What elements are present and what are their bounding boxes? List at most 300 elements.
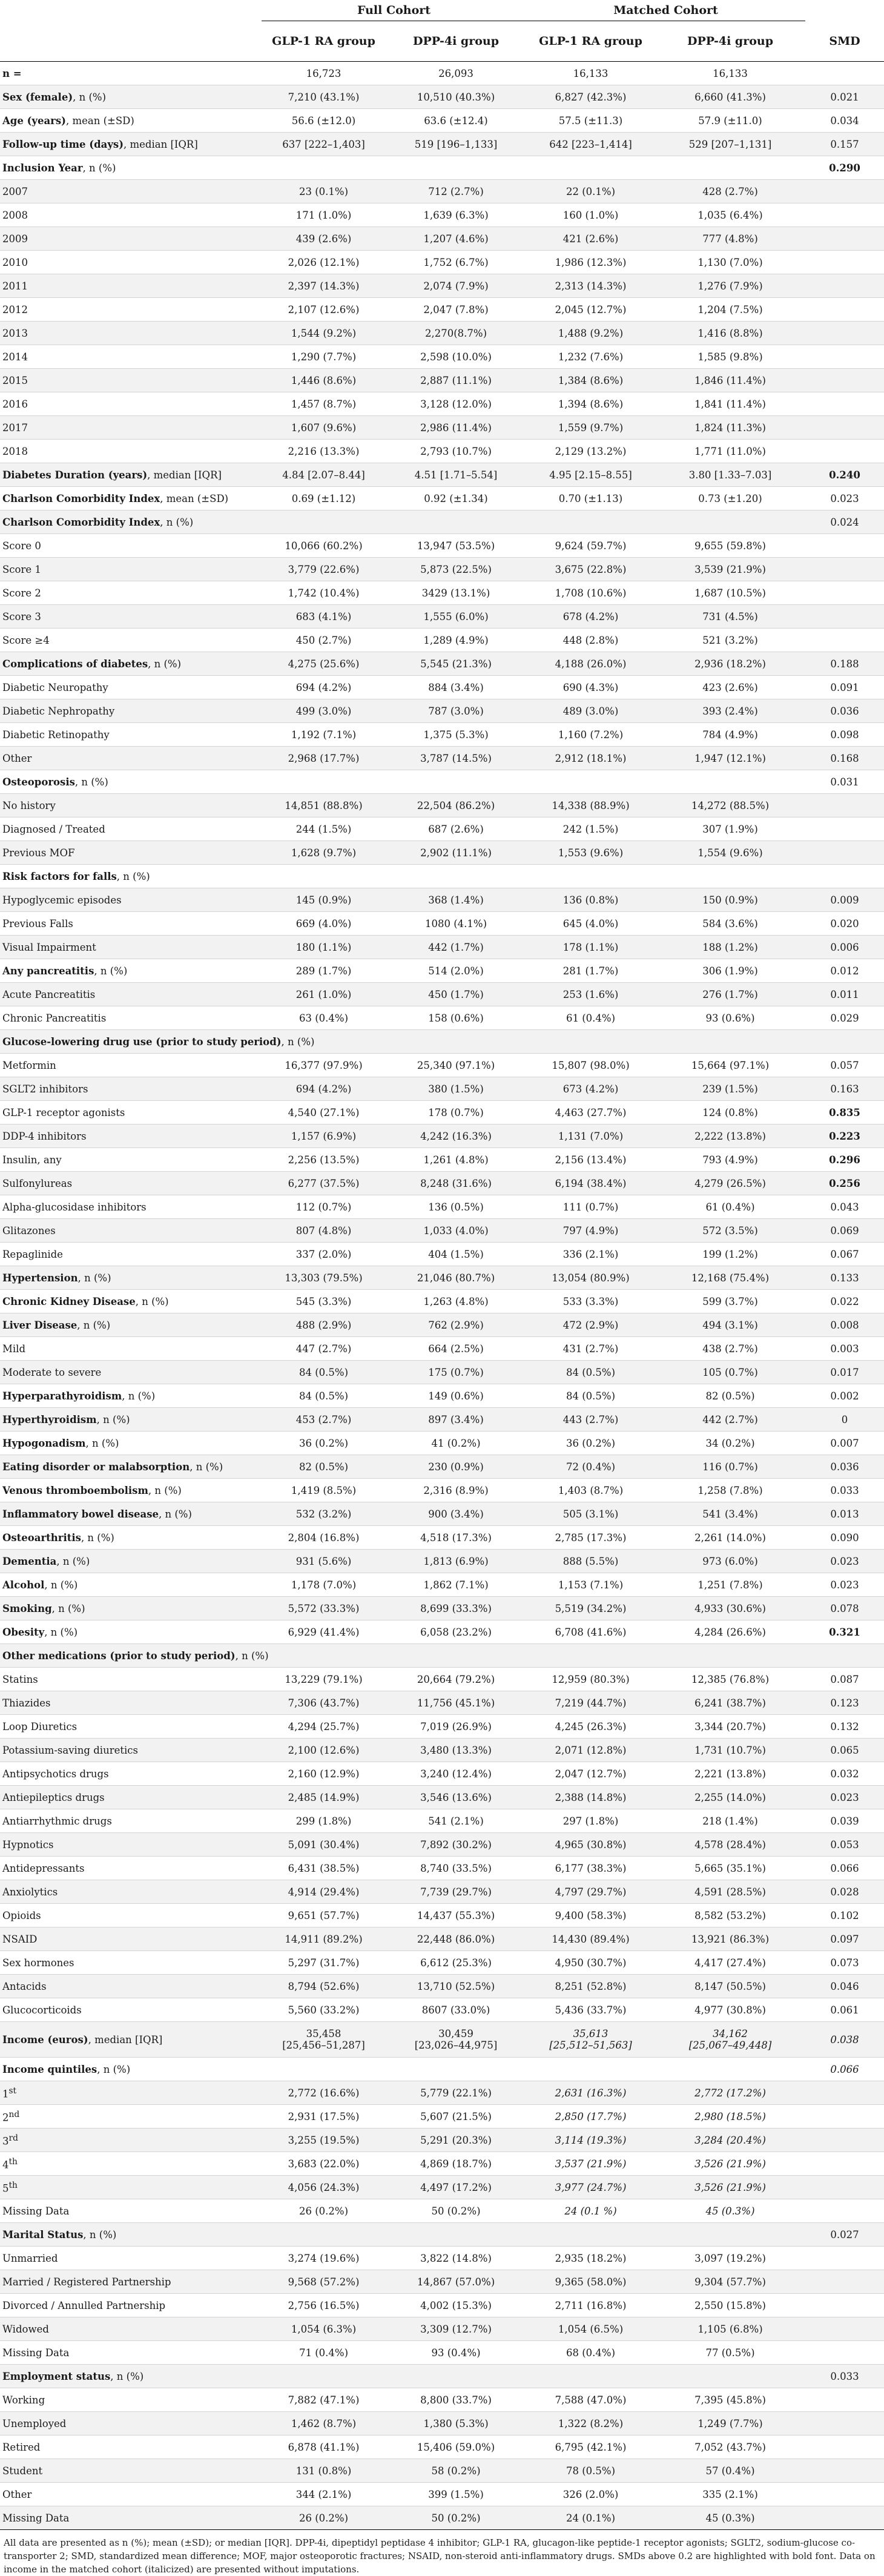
row-label-text: SGLT2 inhibitors [2, 1083, 88, 1095]
table-row [0, 1172, 884, 1195]
row-label [0, 487, 262, 510]
full-glp1-value-text: 112 (0.7%) [295, 1201, 352, 1213]
row-label-text: n = [2, 67, 22, 79]
full-dpp4-value [386, 251, 526, 274]
full-dpp4-value [386, 1620, 526, 1644]
table-row [0, 2412, 884, 2436]
row-label [0, 298, 262, 322]
matched-glp1-value [526, 1975, 655, 1998]
full-glp1-value-text: 2,968 (17.7%) [288, 752, 360, 764]
smd-value [805, 2223, 884, 2247]
matched-dpp4-value [655, 1502, 805, 1526]
row-label-text: Mild [2, 1342, 26, 1355]
row-label-text: Retired [2, 2441, 41, 2453]
matched-dpp4-value [655, 274, 805, 298]
matched-dpp4-value-text: 4,284 (26.6%) [694, 1626, 766, 1638]
row-label [0, 2247, 262, 2270]
full-glp1-value-text: 10,066 (60.2%) [285, 540, 363, 552]
full-glp1-value-text: 5,091 (30.4%) [288, 1838, 360, 1851]
full-glp1-value-text: 82 (0.5%) [299, 1461, 349, 1473]
matched-glp1-value-text: 160 (1.0%) [562, 209, 619, 221]
row-label [0, 770, 262, 794]
matched-dpp4-value-text: 9,304 (57.7%) [694, 2276, 766, 2288]
table-body [0, 62, 884, 2530]
full-glp1-value [262, 629, 386, 652]
matched-glp1-value-text: 1,559 (9.7%) [558, 421, 624, 434]
matched-glp1-value-text: 2,045 (12.7%) [555, 303, 627, 315]
row-label-text: Acute Pancreatitis [2, 988, 96, 1000]
matched-dpp4-value-text: 2,936 (18.2%) [694, 658, 766, 670]
full-glp1-value [262, 1502, 386, 1526]
table-row [0, 676, 884, 699]
matched-dpp4-value-text: 1,258 (7.8%) [698, 1484, 763, 1496]
row-label [0, 1195, 262, 1219]
full-dpp4-value-text: 5,291 (20.3%) [420, 2134, 492, 2146]
smd-value-text: 0.038 [830, 2033, 859, 2046]
full-dpp4-value [386, 298, 526, 322]
smd-value [805, 1762, 884, 1786]
smd-value [805, 1857, 884, 1880]
smd-value [805, 1266, 884, 1290]
matched-dpp4-value-text: 731 (4.5%) [702, 610, 758, 623]
table-row [0, 2058, 884, 2081]
smd-value [805, 912, 884, 936]
smd-value [805, 180, 884, 203]
full-dpp4-value-text: 3429 (13.1%) [421, 587, 490, 599]
matched-glp1-value-text: 3,675 (22.8%) [555, 563, 627, 575]
matched-dpp4-value-text: 16,133 [713, 67, 748, 79]
matched-glp1-value [526, 1172, 655, 1195]
row-label-text: 2013 [2, 327, 28, 339]
matched-dpp4-value-text: 4,578 (28.4%) [694, 1838, 766, 1851]
matched-dpp4-value-text: 218 (1.4%) [702, 1815, 758, 1827]
matched-dpp4-value-text: 7,052 (43.7%) [694, 2441, 766, 2453]
full-glp1-value-text: 1,742 (10.4%) [288, 587, 360, 599]
matched-glp1-value [526, 2412, 655, 2436]
row-label-text: GLP-1 receptor agonists [2, 1106, 125, 1118]
full-dpp4-value-text: 4,242 (16.3%) [420, 1130, 492, 1142]
full-glp1-value-text: 2,772 (16.6%) [288, 2087, 360, 2099]
matched-dpp4-value [655, 841, 805, 865]
full-glp1-value-text: 3,779 (22.6%) [288, 563, 360, 575]
matched-glp1-value [526, 2022, 655, 2058]
matched-dpp4-value [655, 1361, 805, 1384]
full-dpp4-value [386, 2341, 526, 2365]
full-glp1-value-text: 244 (1.5%) [295, 823, 352, 835]
full-glp1-value [262, 2081, 386, 2105]
smd-value-text: 0.102 [830, 1909, 859, 1921]
row-label-text: Osteoporosis [2, 776, 75, 788]
full-glp1-value [262, 1998, 386, 2022]
matched-dpp4-value [655, 1219, 805, 1243]
matched-dpp4-value [655, 2022, 805, 2058]
full-glp1-value-text: 3,274 (19.6%) [288, 2252, 360, 2264]
matched-glp1-value [526, 558, 655, 581]
smd-value [805, 440, 884, 463]
matched-glp1-value-text: 336 (2.1%) [562, 1248, 619, 1260]
matched-glp1-value [526, 2506, 655, 2530]
full-glp1-value [262, 392, 386, 416]
matched-glp1-value-text: 1,708 (10.6%) [555, 587, 627, 599]
row-label-text: Score ≥4 [2, 634, 50, 646]
matched-glp1-value [526, 1809, 655, 1833]
table-row [0, 1125, 884, 1148]
row-label [0, 109, 262, 133]
table-row [0, 2022, 884, 2058]
row-label [0, 1006, 262, 1030]
row-label-unit: , n (%) [160, 516, 194, 528]
matched-dpp4-value-text: 3.80 [1.33–7.03] [688, 469, 772, 481]
full-dpp4-value-text: 4,497 (17.2%) [420, 2181, 492, 2193]
full-glp1-value [262, 416, 386, 440]
full-dpp4-value-text: 1,033 (4.0%) [423, 1224, 489, 1237]
table-row [0, 1786, 884, 1809]
matched-glp1-value [526, 1550, 655, 1573]
row-label-text: Moderate to severe [2, 1366, 102, 1378]
full-dpp4-value [386, 2199, 526, 2223]
row-label-text: DDP-4 inhibitors [2, 1130, 87, 1142]
row-label [0, 1998, 262, 2022]
smd-value-text: 0.091 [830, 681, 859, 693]
full-dpp4-value-text: 8,248 (31.6%) [420, 1177, 492, 1189]
header-matched-cohort: Matched Cohort [526, 0, 805, 21]
row-label-text: 2017 [2, 421, 28, 434]
table-row [0, 534, 884, 558]
full-dpp4-value [386, 1502, 526, 1526]
table-row [0, 1739, 884, 1762]
full-dpp4-value-text: 450 (1.7%) [428, 988, 484, 1000]
row-label-text: Venous thromboembolism [2, 1484, 148, 1496]
smd-value-text: 0.240 [829, 469, 860, 481]
matched-glp1-value [526, 1857, 655, 1880]
row-label-text: No history [2, 799, 56, 811]
matched-glp1-value-text: 178 (1.1%) [562, 941, 619, 953]
matched-dpp4-value-text: 572 (3.5%) [702, 1224, 758, 1237]
full-dpp4-value-text: 8607 (33.0%) [421, 2004, 490, 2016]
full-glp1-value-text: 56.6 (±12.0) [291, 114, 356, 127]
matched-glp1-value [526, 440, 655, 463]
full-dpp4-value-text: 3,822 (14.8%) [420, 2252, 492, 2264]
row-label [0, 2412, 262, 2436]
row-label [0, 510, 262, 534]
smd-value [805, 841, 884, 865]
full-glp1-value [262, 463, 386, 487]
row-label-unit: , median [IQR] [124, 138, 198, 150]
table-row [0, 1762, 884, 1786]
matched-glp1-value [526, 1526, 655, 1550]
full-glp1-value [262, 1101, 386, 1125]
row-label [0, 227, 262, 251]
matched-dpp4-value [655, 1998, 805, 2022]
table-row [0, 109, 884, 133]
matched-glp1-value [526, 1432, 655, 1455]
matched-dpp4-value-text: 34 (0.2%) [705, 1437, 755, 1449]
full-dpp4-value-text: 7,739 (29.7%) [420, 1886, 492, 1898]
table-row [0, 1290, 884, 1313]
matched-dpp4-value [655, 510, 805, 534]
smd-value [805, 1172, 884, 1195]
matched-glp1-value-text: 4,797 (29.7%) [555, 1886, 627, 1898]
smd-value [805, 369, 884, 392]
matched-glp1-value-text: 24 (0.1 %) [564, 2205, 617, 2217]
matched-dpp4-value [655, 298, 805, 322]
row-label [0, 723, 262, 747]
table-row [0, 2176, 884, 2199]
full-dpp4-value-text: 230 (0.9%) [428, 1461, 484, 1473]
full-dpp4-value [386, 1715, 526, 1739]
row-label-text: Missing Data [2, 2205, 70, 2217]
table-row [0, 2081, 884, 2105]
full-glp1-value-text: 2,160 (12.9%) [288, 1768, 360, 1780]
row-label-text: Student [2, 2465, 43, 2477]
full-glp1-value-text: 9,568 (57.2%) [288, 2276, 360, 2288]
table-row [0, 1432, 884, 1455]
full-glp1-value-text: 2,256 (13.5%) [288, 1154, 360, 1166]
matched-glp1-value-text: 14,338 (88.9%) [552, 799, 630, 811]
matched-dpp4-value-text: 239 (1.5%) [702, 1083, 758, 1095]
matched-glp1-value [526, 1101, 655, 1125]
matched-dpp4-value [655, 2365, 805, 2388]
matched-dpp4-value-text: 306 (1.9%) [702, 965, 758, 977]
table-row [0, 298, 884, 322]
matched-dpp4-value [655, 1526, 805, 1550]
row-label-unit: , n (%) [56, 1555, 90, 1567]
full-dpp4-value-text: 5,779 (22.1%) [420, 2087, 492, 2099]
matched-dpp4-value [655, 1880, 805, 1904]
smd-value-text: 0.296 [829, 1154, 860, 1166]
matched-dpp4-value-text: 8,147 (50.5%) [694, 1980, 766, 1992]
matched-dpp4-value [655, 2459, 805, 2483]
row-label-text: Follow-up time (days) [2, 138, 124, 150]
full-glp1-value [262, 652, 386, 676]
full-dpp4-value [386, 983, 526, 1006]
matched-glp1-value-text: 4,245 (26.3%) [555, 1720, 627, 1732]
matched-dpp4-value-text: 423 (2.6%) [702, 681, 758, 693]
row-label-unit: , n (%) [110, 2370, 144, 2382]
matched-dpp4-value [655, 1266, 805, 1290]
smd-value-text: 0.021 [830, 91, 859, 103]
row-label [0, 203, 262, 227]
matched-glp1-value-text: 2,631 (16.3%) [555, 2087, 627, 2099]
full-glp1-value-text: 14,911 (89.2%) [285, 1933, 363, 1945]
row-label-unit: , n (%) [51, 1602, 85, 1614]
matched-glp1-value-text: 84 (0.5%) [566, 1390, 616, 1402]
matched-glp1-value [526, 652, 655, 676]
full-dpp4-value-text: 0.92 (±1.34) [424, 492, 488, 504]
smd-value-text: 0.163 [830, 1083, 859, 1095]
full-dpp4-value [386, 392, 526, 416]
smd-value [805, 1195, 884, 1219]
full-glp1-value-text: 1,157 (6.9%) [291, 1130, 357, 1142]
row-label-text: Hypnotics [2, 1838, 54, 1851]
matched-glp1-value [526, 676, 655, 699]
full-glp1-value [262, 2317, 386, 2341]
smd-value [805, 1786, 884, 1809]
smd-value-text: 0.057 [830, 1059, 859, 1071]
matched-glp1-value [526, 1880, 655, 1904]
matched-dpp4-value-text: 12,168 (75.4%) [691, 1272, 770, 1284]
matched-glp1-value [526, 2294, 655, 2317]
row-label-text: 2018 [2, 445, 28, 457]
smd-value-text: 0.003 [830, 1342, 859, 1355]
smd-value [805, 605, 884, 629]
full-dpp4-value-text: 900 (3.4%) [428, 1508, 484, 1520]
full-glp1-value [262, 676, 386, 699]
matched-dpp4-value-text: 3,284 (20.4%) [694, 2134, 766, 2146]
table-row [0, 747, 884, 770]
full-glp1-value-text: 14,851 (88.8%) [285, 799, 363, 811]
smd-value [805, 959, 884, 983]
full-dpp4-value [386, 1644, 526, 1668]
full-glp1-value-text: 4,914 (29.4%) [288, 1886, 360, 1898]
matched-dpp4-value [655, 2388, 805, 2412]
row-label-unit: , n (%) [44, 1579, 78, 1591]
full-glp1-value [262, 2058, 386, 2081]
row-label [0, 1715, 262, 1739]
smd-value [805, 2436, 884, 2459]
header-matched-dpp4: DPP-4i group [655, 21, 805, 62]
smd-value-text: 0.011 [830, 988, 859, 1000]
matched-dpp4-value-text: 45 (0.3%) [705, 2205, 755, 2217]
full-glp1-value [262, 2223, 386, 2247]
table-row [0, 1408, 884, 1432]
matched-dpp4-value [655, 1006, 805, 1030]
row-label-text: Hypogonadism [2, 1437, 86, 1449]
full-glp1-value [262, 558, 386, 581]
full-dpp4-value-text: 762 (2.9%) [428, 1319, 484, 1331]
full-dpp4-value-text: 41 (0.2%) [431, 1437, 481, 1449]
full-dpp4-value [386, 1006, 526, 1030]
smd-value-text: 0.067 [830, 1248, 859, 1260]
smd-value [805, 770, 884, 794]
matched-dpp4-value [655, 1975, 805, 1998]
table-row [0, 1479, 884, 1502]
smd-value-text: 0.027 [830, 2228, 859, 2241]
matched-glp1-value-text: 57.5 (±11.3) [558, 114, 623, 127]
matched-glp1-value-text: 642 [223–1,414] [549, 138, 632, 150]
smd-value [805, 1337, 884, 1361]
full-glp1-value [262, 1644, 386, 1668]
table-row [0, 392, 884, 416]
smd-value [805, 1054, 884, 1077]
matched-dpp4-value [655, 1030, 805, 1054]
full-glp1-value-text: 1,446 (8.6%) [291, 374, 357, 386]
matched-dpp4-value [655, 1620, 805, 1644]
table-row [0, 2270, 884, 2294]
full-dpp4-value [386, 1786, 526, 1809]
row-label [0, 85, 262, 109]
matched-glp1-value-text: 2,935 (18.2%) [555, 2252, 627, 2264]
matched-dpp4-value-text: 9,655 (59.8%) [694, 540, 766, 552]
full-dpp4-value [386, 1219, 526, 1243]
table-row [0, 2506, 884, 2530]
row-label [0, 2459, 262, 2483]
row-label-text: Antiarrhythmic drugs [2, 1815, 112, 1827]
row-label [0, 605, 262, 629]
table-row [0, 156, 884, 180]
matched-glp1-value [526, 1054, 655, 1077]
row-label-ordinal-suffix: th [8, 2180, 18, 2190]
matched-glp1-value-text: 5,436 (33.7%) [555, 2004, 627, 2016]
row-label [0, 1432, 262, 1455]
full-glp1-value [262, 227, 386, 251]
full-glp1-value [262, 1125, 386, 1148]
full-glp1-value [262, 1313, 386, 1337]
matched-dpp4-value [655, 888, 805, 912]
matched-dpp4-value [655, 416, 805, 440]
smd-value-text: 0.028 [830, 1886, 859, 1898]
row-label-text: Alpha-glucosidase inhibitors [2, 1201, 147, 1213]
full-glp1-value-text: 13,303 (79.5%) [285, 1272, 363, 1284]
full-dpp4-value-text: 1,375 (5.3%) [423, 728, 489, 741]
matched-glp1-value [526, 2341, 655, 2365]
row-label-text: 5 [2, 2182, 9, 2195]
full-dpp4-value-text: 4,002 (15.3%) [420, 2299, 492, 2311]
smd-value-text: 0.031 [830, 776, 859, 788]
matched-glp1-value-text: 2,129 (13.2%) [555, 445, 627, 457]
full-glp1-value-text: 35,458 [306, 2028, 341, 2039]
matched-glp1-value [526, 2270, 655, 2294]
smd-value [805, 2152, 884, 2176]
matched-glp1-value [526, 1998, 655, 2022]
matched-glp1-value [526, 1455, 655, 1479]
smd-value-text: 0.046 [830, 1980, 859, 1992]
row-label [0, 1809, 262, 1833]
row-label-text: Alcohol [2, 1579, 45, 1591]
full-dpp4-value [386, 652, 526, 676]
smd-value [805, 534, 884, 558]
full-glp1-value-text: 637 [222–1,403] [282, 138, 365, 150]
full-glp1-value [262, 510, 386, 534]
header-full-cohort: Full Cohort [262, 0, 526, 21]
full-dpp4-value [386, 440, 526, 463]
smd-value [805, 463, 884, 487]
row-label-text: Sulfonylureas [2, 1177, 73, 1189]
matched-dpp4-value [655, 1691, 805, 1715]
matched-dpp4-value-text: 541 (3.4%) [702, 1508, 758, 1520]
row-label [0, 1077, 262, 1101]
full-glp1-value-text: 2,931 (17.5%) [288, 2110, 360, 2122]
full-glp1-value-text: 2,216 (13.3%) [288, 445, 360, 457]
smd-value-text: 0.020 [830, 917, 859, 930]
row-label-text: 2016 [2, 398, 28, 410]
matched-glp1-value [526, 2129, 655, 2152]
matched-dpp4-value [655, 392, 805, 416]
row-label [0, 652, 262, 676]
row-label-unit: , n (%) [44, 1626, 78, 1638]
row-label-unit: , n (%) [82, 162, 116, 174]
smd-value [805, 1030, 884, 1054]
row-label-text: Chronic Kidney Disease [2, 1295, 136, 1307]
full-dpp4-value [386, 62, 526, 85]
smd-value-text: 0.188 [830, 658, 859, 670]
matched-dpp4-value-text: 6,660 (41.3%) [694, 91, 766, 103]
smd-value [805, 652, 884, 676]
smd-value-text: 0.069 [830, 1224, 859, 1237]
matched-glp1-value-text: 5,519 (34.2%) [555, 1602, 627, 1614]
full-dpp4-value [386, 1739, 526, 1762]
smd-value [805, 85, 884, 109]
row-label-text: 2009 [2, 233, 28, 245]
matched-glp1-value [526, 1077, 655, 1101]
table-row [0, 227, 884, 251]
matched-glp1-value-text: 0.70 (±1.13) [558, 492, 623, 504]
matched-glp1-value [526, 2247, 655, 2270]
full-glp1-value-text: 4,540 (27.1%) [288, 1106, 360, 1118]
matched-glp1-value-text: 136 (0.8%) [562, 894, 619, 906]
matched-dpp4-value-text: 973 (6.0%) [702, 1555, 758, 1567]
smd-value [805, 2459, 884, 2483]
